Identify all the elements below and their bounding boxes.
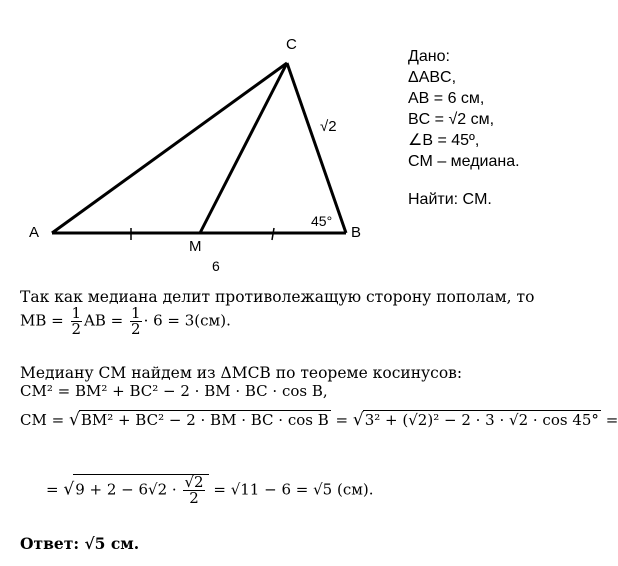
equals-sign: =: [46, 480, 59, 499]
side-bc: [287, 63, 346, 233]
cosine-law-line: CM² = BM² + BC² − 2 · BM · BC · cos B,: [20, 382, 328, 400]
solution-line-1: Так как медиана делит противолежащую сторону пополам, то: [20, 288, 535, 306]
label-m: M: [189, 238, 202, 255]
cm-radicand-2: 3² + (√2)² − 2 · 3 · √2 · cos 45°: [364, 411, 599, 429]
fraction-half: $\frac{1}{2}$: [71, 304, 82, 338]
given-block: [408, 46, 520, 210]
result-radicand: 9 + 2 − 6√2 · $\frac{√2}{2}$: [73, 474, 208, 506]
given-line: ∠B = 45º,: [408, 132, 480, 149]
given-line: AB = 6 см,: [408, 90, 485, 107]
mb-equation: [20, 306, 231, 337]
median-cm: [200, 63, 287, 233]
tick-mb: [272, 228, 274, 240]
side-ac: [52, 63, 287, 233]
fraction-half: $\frac{1}{2}$: [131, 304, 141, 338]
sqrt-icon: √: [68, 410, 80, 430]
equals-sign: =: [605, 411, 618, 429]
given-line: ΔABC,: [408, 69, 457, 86]
cm-radicand-1: BM² + BC² − 2 · BM · BC · cos B: [80, 411, 329, 429]
sqrt-icon: √: [352, 410, 364, 430]
solution-line-3: Медиану CM найдем из ΔMCB по теореме косинусов:: [20, 364, 463, 382]
find-line: Найти: CM.: [408, 191, 492, 208]
cm-result-line: [46, 474, 374, 506]
equals-sign: =: [335, 411, 349, 429]
given-line: CM – медиана.: [408, 153, 520, 170]
cm-lhs: CM =: [20, 411, 65, 429]
given-line: BC = √2 см,: [408, 111, 495, 128]
label-ab-length: 6: [212, 258, 220, 274]
cm-equation: [20, 410, 618, 430]
label-c: C: [286, 36, 297, 53]
result-rest: = √11 − 6 = √5 (см).: [213, 480, 374, 499]
mb-lhs: MB =: [20, 311, 64, 330]
label-b: B: [351, 224, 362, 241]
given-title: Дано:: [408, 48, 450, 65]
answer-line: Ответ: √5 см.: [20, 534, 140, 553]
mb-rhs: · 6 = 3(см).: [143, 311, 231, 330]
label-angle-b: 45°: [311, 213, 333, 229]
fraction-sqrt2-over-2: $\frac{√2}{2}$: [184, 473, 204, 507]
mb-mid: AB =: [84, 311, 124, 330]
label-bc-length: √2: [320, 118, 337, 135]
label-a: A: [29, 224, 40, 241]
sqrt-icon: √: [63, 479, 75, 500]
